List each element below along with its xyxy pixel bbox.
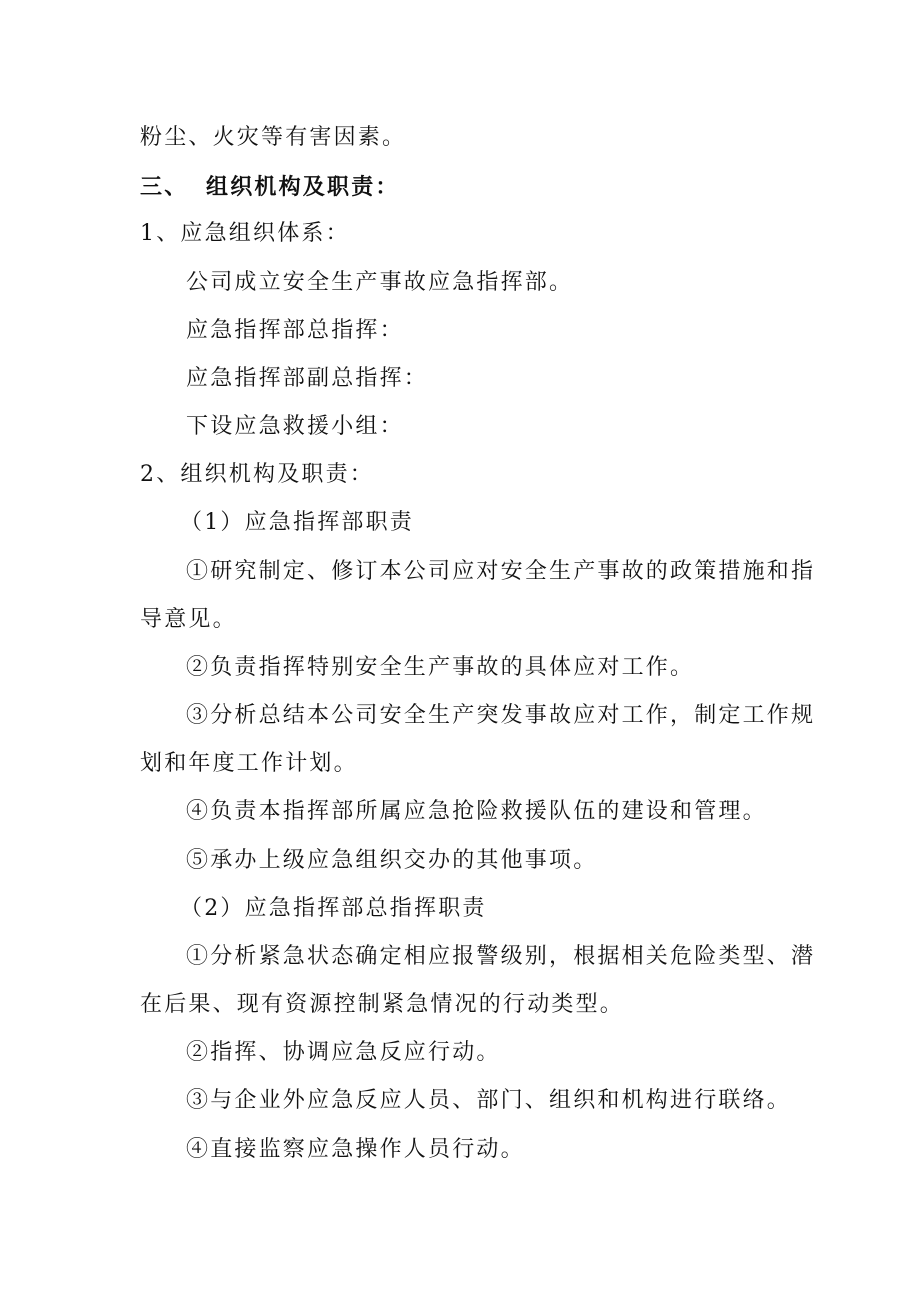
paragraph-line: ⑤承办上级应急组织交办的其他事项。 [186, 848, 598, 873]
paragraph-line: ④负责本指挥部所属应急抢险救援队伍的建设和管理。 [186, 799, 767, 824]
section-number: 三、 [140, 174, 189, 200]
paragraph-line: 在后果、现有资源控制紧急情况的行动类型。 [140, 992, 625, 1017]
paragraph-line: ②负责指挥特别安全生产事故的具体应对工作。 [186, 655, 695, 680]
paragraph-line: ②指挥、协调应急反应行动。 [186, 1040, 501, 1065]
paragraph-line: 公司成立安全生产事故应急指挥部。 [186, 270, 574, 295]
subsection-heading: 2、组织机构及职责： [140, 462, 374, 487]
paragraph-line: ④直接监察应急操作人员行动。 [186, 1137, 525, 1162]
subsection-heading: （2）应急指挥部总指挥职责 [180, 896, 487, 921]
paragraph-line: 粉尘、火灾等有害因素。 [140, 125, 407, 150]
subsection-heading: （1）应急指挥部职责 [180, 510, 414, 535]
paragraph-line: ③与企业外应急反应人员、部门、组织和机构进行联络。 [186, 1088, 792, 1113]
paragraph-line: 导意见。 [140, 607, 237, 632]
subsection-heading: 1、应急组织体系： [140, 221, 350, 246]
paragraph-line: 应急指挥部总指挥： [186, 318, 404, 343]
paragraph-line: ③分析总结本公司安全生产突发事故应对工作，制定工作规 [186, 703, 816, 728]
paragraph-line: ①分析紧急状态确定相应报警级别，根据相关危险类型、潜 [186, 944, 816, 969]
paragraph-line: 下设应急救援小组： [186, 414, 404, 439]
paragraph-line: ①研究制定、修订本公司应对安全生产事故的政策措施和指 [186, 559, 816, 584]
paragraph-line: 划和年度工作计划。 [140, 751, 358, 776]
section-heading [140, 172, 400, 202]
paragraph-line: 应急指挥部副总指挥： [186, 366, 429, 391]
section-title: 组织机构及职责： [206, 174, 400, 200]
